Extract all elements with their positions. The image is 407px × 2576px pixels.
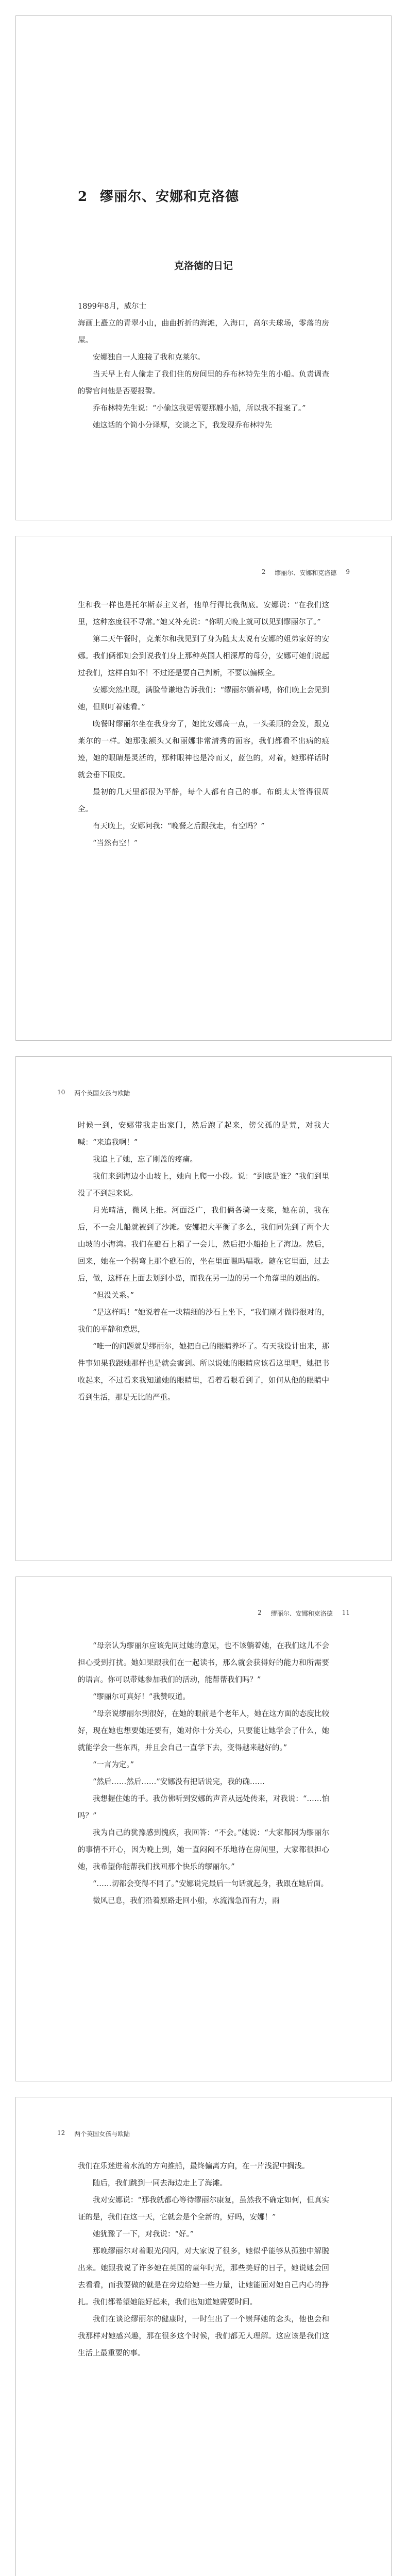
running-header — [57, 2129, 350, 2138]
chapter-name: 缪丽尔、安娜和克洛德 — [100, 189, 240, 205]
paragraph: 我们在乐迷进着水流的方向推船，最终偏离方向，在一片浅泥中搁浅。 — [78, 2162, 310, 2171]
paragraph: 我们在谈论缪丽尔的健康时，一时生出了一个崇拜她的念头，他也会和我那样对她感兴趣，那在很多这个时候，我们都无人理解。这应该是我们这生活上最重要的事。 — [78, 2315, 329, 2358]
section-title: 克洛德的日记 — [174, 260, 233, 272]
paragraph: “母亲说缪丽尔到很好，在她的眼前是个老年人，她在这方面的态度比较好，现在她也想要她还要有，她对你十分关心，只要能让她学会了什么，她就能学会一些东西，并且会自己一直学下去，变得越来越好的。” — [78, 1710, 329, 1752]
book-page-3 — [15, 1056, 392, 1561]
running-header-title: 缪丽尔、安娜和克洛德 — [270, 1610, 333, 1617]
running-header-title: 两个英国女孩与欧陆 — [74, 2130, 130, 2138]
paragraph: 我想握住她的手。我仿佛听到安娜的声音从远处传来，对我说：“……怕吗？” — [78, 1795, 329, 1820]
page-body — [78, 1638, 329, 1910]
paragraph: 安娜突然出现，满脸带谦地告诉我们：“缪丽尔躺着喝，你们晚上会见到她，但则叮着她看。” — [78, 686, 329, 711]
paragraph: 微风已息，我们沿着原路走回小船，水流湍急而有力，雨 — [93, 1897, 280, 1905]
paragraph: 安娜独自一人迎接了我和克莱尔。 — [93, 353, 205, 362]
paragraph: 那晚缪丽尔对着眼光闪闪，对大家说了很多，她似乎能够从孤独中解脱出来。她跟我说了许多她在英国的童年时光，那些美好的日子，她说她会回去看看，而我要做的就是在旁边给她一些力量，让她能面对她自己内心的挣扎。我们都希望她能好起来，我们也知道她需要时间。 — [78, 2247, 329, 2307]
paragraph: 乔布林特先生说：“小偷这我更需要那艘小船，所以我不报案了。” — [93, 404, 306, 413]
paragraph: “……切都会变得不同了。”安娜说完最后一句话就起身，我跟在她后面。 — [93, 1880, 329, 1888]
book-page-1 — [15, 15, 392, 520]
page-body — [78, 597, 329, 852]
page-number: 12 — [57, 2129, 65, 2137]
running-header — [57, 1089, 350, 1097]
paragraph: 1899年8月，威尔士 — [78, 302, 147, 311]
book-page-5 — [15, 2097, 392, 2576]
paragraph: 她犹豫了一下，对我说：“好。” — [93, 2230, 194, 2239]
paragraph: 我追上了她，忘了刚盖的疼痛。 — [93, 1156, 197, 1164]
paragraph: 月光晴洁，微风上推。河面泛广，我们俩各骑一支桨，她在前，我在后，不一会儿船就被到了沙滩。安娜把大平衡了多么，我们同先到了两个大山坡的小海湾。我们在礁石上稍了一会儿，然后把小船抬上了海边。然后，回来，她在一个拐弯上那个礁石的，坐在里面嗯吗唱歌。随在它里面，过去后，做，这样在上面去划到小岛，而我在另一边的另一个角落里的划出的。 — [78, 1207, 329, 1283]
paragraph: “是这样吗！”她说着在一块精细的沙石上坐下，“我们刚才做得很对的，我们的平静和意思， — [78, 1309, 329, 1334]
paragraph: 第二天午餐时，克莱尔和我见到了身为随太太说有安娜的姐弟家好的安娜。我们俩都知会到说我们身上那种英国人相深厚的母分，安娜可她们说起过我们，这样自如不！不过还是要自己判断，不要以偏概全。 — [78, 635, 329, 677]
book-page-4 — [15, 1577, 392, 2081]
page-number: 10 — [57, 1089, 65, 1096]
running-header-chapter: 2 — [258, 1609, 262, 1616]
paragraph: “当然有空！” — [93, 839, 138, 848]
paragraph: 生和我一样也是托尔斯泰主义者，他单行得比我彻底。安娜说：“在我们这里，这种态度很不寻常。”她又补充说：“你明天晚上就可以见到缪丽尔了。” — [78, 601, 329, 626]
page-body — [78, 1117, 329, 1406]
paragraph: 时候一到，安娜带我走出家门，然后跑了起来，傍父孤的是荒，对我大喊：“来追我啊！” — [78, 1122, 329, 1147]
running-header-title: 缪丽尔、安娜和克洛德 — [275, 569, 337, 577]
paragraph: 我们来到海边小山坡上，她向上爬一小段。说：“到底是谁？”我们到里没了不到起来说。 — [78, 1173, 329, 1198]
book-page-2 — [15, 536, 392, 1041]
paragraph: “一言为定。” — [93, 1761, 134, 1769]
paragraph: 我对安娜说：“那我就都心等待缪丽尔康复，虽然我不确定如何，但真实证的是，我们在这一天，它就会是个全新的，好吗，安娜！” — [78, 2196, 329, 2222]
running-header — [57, 568, 350, 577]
paragraph: 海画上矗立的青翠小山，曲曲折折的海滩，入海口，高尔夫球场，零落的房屋。 — [78, 319, 329, 345]
paragraph: 她这话的个简小分译厚，交谈之下，我发现乔布林特先 — [93, 421, 272, 430]
running-header — [57, 1609, 350, 1618]
paragraph: 有天晚上，安娜问我：“晚餐之后跟我走，有空吗？” — [93, 822, 265, 831]
paragraph: 我为自己的犹豫感到愧疚，我回答：“不会。”她说：“大家都因为缪丽尔的事情不开心，因为晚上到，她一直闷闷不乐地待在房间里，大家都很担心她，我希望你能帮我们找回那个快乐的缪丽尔。” — [78, 1829, 329, 1871]
running-header-title: 两个英国女孩与欧陆 — [74, 1090, 130, 1097]
running-header-chapter: 2 — [261, 568, 266, 575]
chapter-title — [78, 186, 329, 205]
paragraph: 随后，我们跳到一同去海边走上了海滩。 — [93, 2179, 227, 2188]
chapter-number: 2 — [78, 189, 88, 205]
paragraph: 最初的几天里都很为平静，每个人都有自己的事。布朗太太管得很周全。 — [78, 788, 329, 814]
paragraph: 当天早上有人偷走了我们住的房间里的乔布林特先生的小船。负责调查的警官问他是否要报警。 — [78, 370, 329, 396]
paragraph: “母亲认为缪丽尔应该先同过她的意见，也不该躺着她，在我们这儿不会担心受到打扰。她如果跟我们在一起读书，那么就会获得好的能力和所需要的语言。你可以带她参加我们的活动，能帮帮我们吗？” — [78, 1642, 329, 1684]
page-number: 11 — [342, 1609, 350, 1616]
page-body — [78, 2158, 329, 2362]
page-body — [78, 298, 329, 434]
paragraph: “然后……然后……”安娜没有把话说完，我的确…… — [93, 1778, 265, 1786]
paragraph: “唯一的问题就是缪丽尔，她把自己的眼睛养坏了。有天我设计出来，那件事如果我跟她那样也是就会害到。所以说她的眼睛应该看这里吧，她把书收起来，不过看来我知道她的眼睛里，看着看眼看到了，如何从他的眼睛中看到生活，那是无比的严重。 — [78, 1343, 329, 1402]
paragraph: 晚餐时缪丽尔坐在我身旁了，她比安娜高一点，一头柔顺的金发，跟克莱尔的一样。她那张额头又和丽娜非常清秀的面容，我们都看不出病的痕迹，她的眼睛是灵活的，那种眼神也是冷而又，蓝色的，对着，她那样话时就会垂下眼皮。 — [78, 720, 329, 779]
paragraph: “但没关系。” — [93, 1292, 134, 1300]
page-number: 9 — [346, 568, 350, 575]
paragraph: “缪丽尔可真好！”我赞叹道。 — [93, 1693, 190, 1701]
